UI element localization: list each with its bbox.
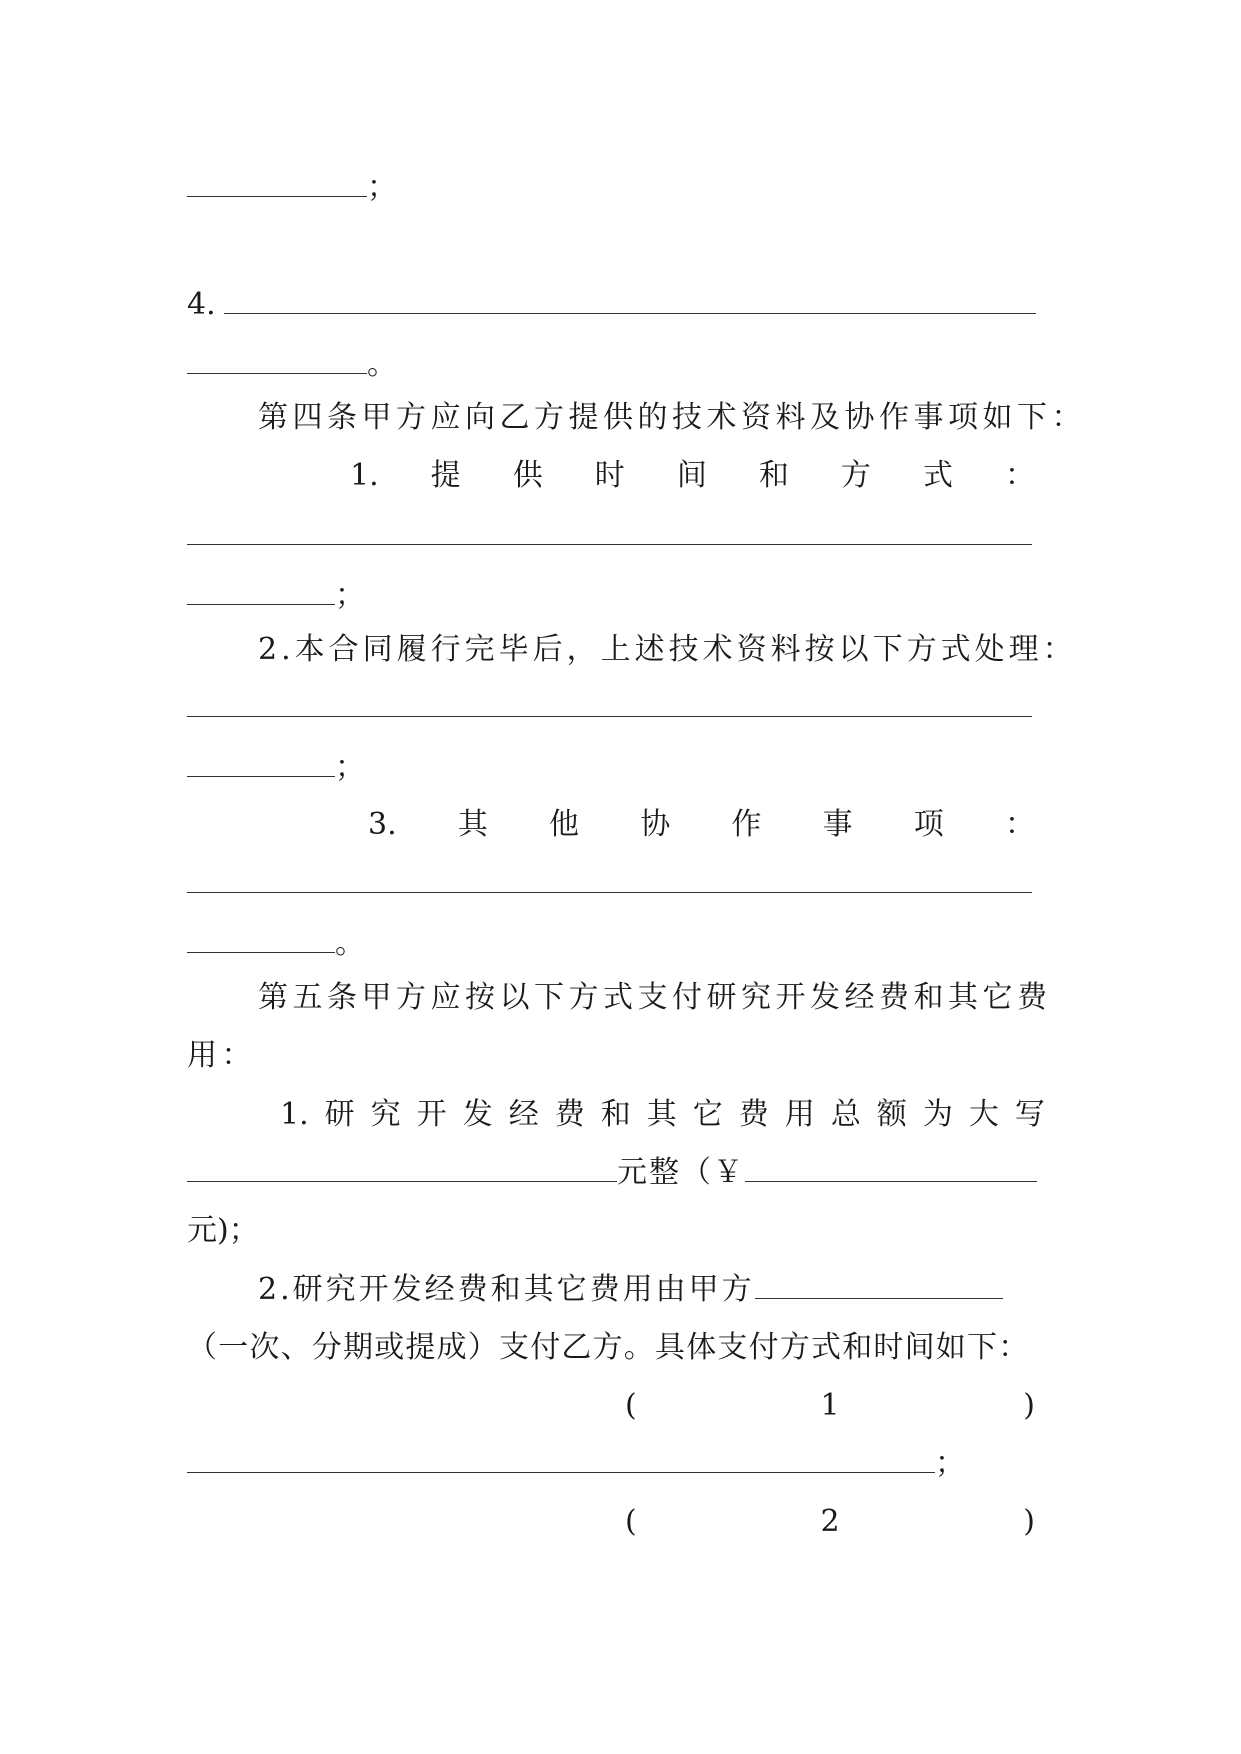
fill-blank[interactable] bbox=[187, 172, 367, 197]
payment-item-2-cont: （一次、分期或提成）支付乙方。具体支付方式和时间如下： bbox=[187, 1330, 1030, 1365]
char: 供 bbox=[512, 458, 543, 493]
char: ) bbox=[1023, 1504, 1035, 1539]
char: 式 bbox=[922, 458, 953, 493]
item-2-label: 2.本合同履行完毕后，上述技术资料按以下方式处理： bbox=[258, 632, 1077, 667]
char: 间 bbox=[676, 458, 707, 493]
sub-item-1-label bbox=[625, 1388, 1035, 1424]
item-1-label bbox=[350, 458, 1035, 494]
char: 协 bbox=[640, 807, 671, 842]
semicolon: ； bbox=[335, 578, 365, 613]
char: 方 bbox=[840, 458, 871, 493]
sub-item-1-blank bbox=[187, 1446, 965, 1482]
semicolon: ； bbox=[367, 170, 397, 205]
payment-item-2-label: 2.研究开发经费和其它费用由甲方 bbox=[258, 1272, 755, 1307]
item-3-blank-full bbox=[187, 866, 1032, 902]
item-3-blank-end bbox=[187, 926, 365, 962]
char: 为 bbox=[922, 1097, 953, 1132]
item-3-label bbox=[368, 807, 1035, 843]
item-2-blank-full bbox=[187, 690, 1032, 726]
char: 和 bbox=[758, 458, 789, 493]
fill-blank[interactable] bbox=[187, 1448, 935, 1473]
period: 。 bbox=[335, 926, 365, 961]
char: 3. bbox=[368, 807, 397, 842]
char: 用 bbox=[784, 1097, 815, 1132]
char: ( bbox=[625, 1504, 637, 1539]
item-number: 4. bbox=[187, 287, 216, 322]
sub-item-2-label bbox=[625, 1504, 1035, 1540]
item-2-blank-end bbox=[187, 750, 365, 786]
fill-blank[interactable] bbox=[187, 752, 335, 777]
char: 额 bbox=[876, 1097, 907, 1132]
char: ： bbox=[1004, 807, 1035, 842]
char: 作 bbox=[731, 807, 762, 842]
char: 费 bbox=[738, 1097, 769, 1132]
char: 它 bbox=[692, 1097, 723, 1132]
char: 项 bbox=[913, 807, 944, 842]
char: ) bbox=[1023, 1388, 1035, 1423]
char: 究 bbox=[370, 1097, 401, 1132]
payment-method-blank[interactable] bbox=[755, 1274, 1003, 1299]
char: 2 bbox=[820, 1504, 840, 1539]
char: 事 bbox=[822, 807, 853, 842]
yuan-label: 元整（￥ bbox=[617, 1155, 745, 1190]
article-5-heading: 第五条甲方应按以下方式支付研究开发经费和其它费 bbox=[258, 980, 1052, 1015]
article-5-heading-cont: 用： bbox=[187, 1038, 256, 1073]
char: 提 bbox=[430, 458, 461, 493]
payment-item-1-label bbox=[280, 1097, 1045, 1133]
period: 。 bbox=[367, 347, 397, 382]
char: 他 bbox=[549, 807, 579, 842]
item-4-continuation bbox=[187, 347, 397, 383]
char: 时 bbox=[594, 458, 625, 493]
char: 总 bbox=[830, 1097, 861, 1132]
semicolon: ； bbox=[935, 1446, 965, 1481]
char: 1. bbox=[280, 1097, 309, 1132]
fill-blank[interactable] bbox=[187, 692, 1032, 717]
article-4-heading: 第四条甲方应向乙方提供的技术资料及协作事项如下： bbox=[258, 400, 1086, 435]
char: 研 bbox=[324, 1097, 355, 1132]
char: 大 bbox=[968, 1097, 999, 1132]
blank-line-1 bbox=[187, 170, 397, 206]
amount-words-blank[interactable] bbox=[187, 1157, 617, 1182]
amount-numeric-blank[interactable] bbox=[745, 1157, 1037, 1182]
fill-blank[interactable] bbox=[187, 928, 335, 953]
char: 发 bbox=[462, 1097, 493, 1132]
payment-amount-line bbox=[187, 1155, 1037, 1191]
payment-amount-end: 元)； bbox=[187, 1213, 259, 1248]
item-1-blank-end bbox=[187, 578, 365, 614]
char: 经 bbox=[508, 1097, 539, 1132]
fill-blank[interactable] bbox=[187, 868, 1032, 893]
char: 其 bbox=[646, 1097, 677, 1132]
fill-blank[interactable] bbox=[224, 289, 1036, 314]
item-4-line bbox=[187, 287, 1036, 323]
char: 开 bbox=[416, 1097, 447, 1132]
char: 和 bbox=[600, 1097, 631, 1132]
semicolon: ； bbox=[335, 750, 365, 785]
char: 写 bbox=[1014, 1097, 1045, 1132]
fill-blank[interactable] bbox=[187, 520, 1032, 545]
char: 其 bbox=[457, 807, 488, 842]
char: 1. bbox=[350, 458, 379, 493]
char: 1 bbox=[820, 1388, 840, 1423]
char: ： bbox=[1005, 458, 1035, 493]
char: ( bbox=[625, 1388, 637, 1423]
fill-blank[interactable] bbox=[187, 349, 367, 374]
char: 费 bbox=[554, 1097, 585, 1132]
item-1-blank-full bbox=[187, 518, 1032, 554]
fill-blank[interactable] bbox=[187, 580, 335, 605]
payment-item-2-line bbox=[258, 1272, 1003, 1308]
